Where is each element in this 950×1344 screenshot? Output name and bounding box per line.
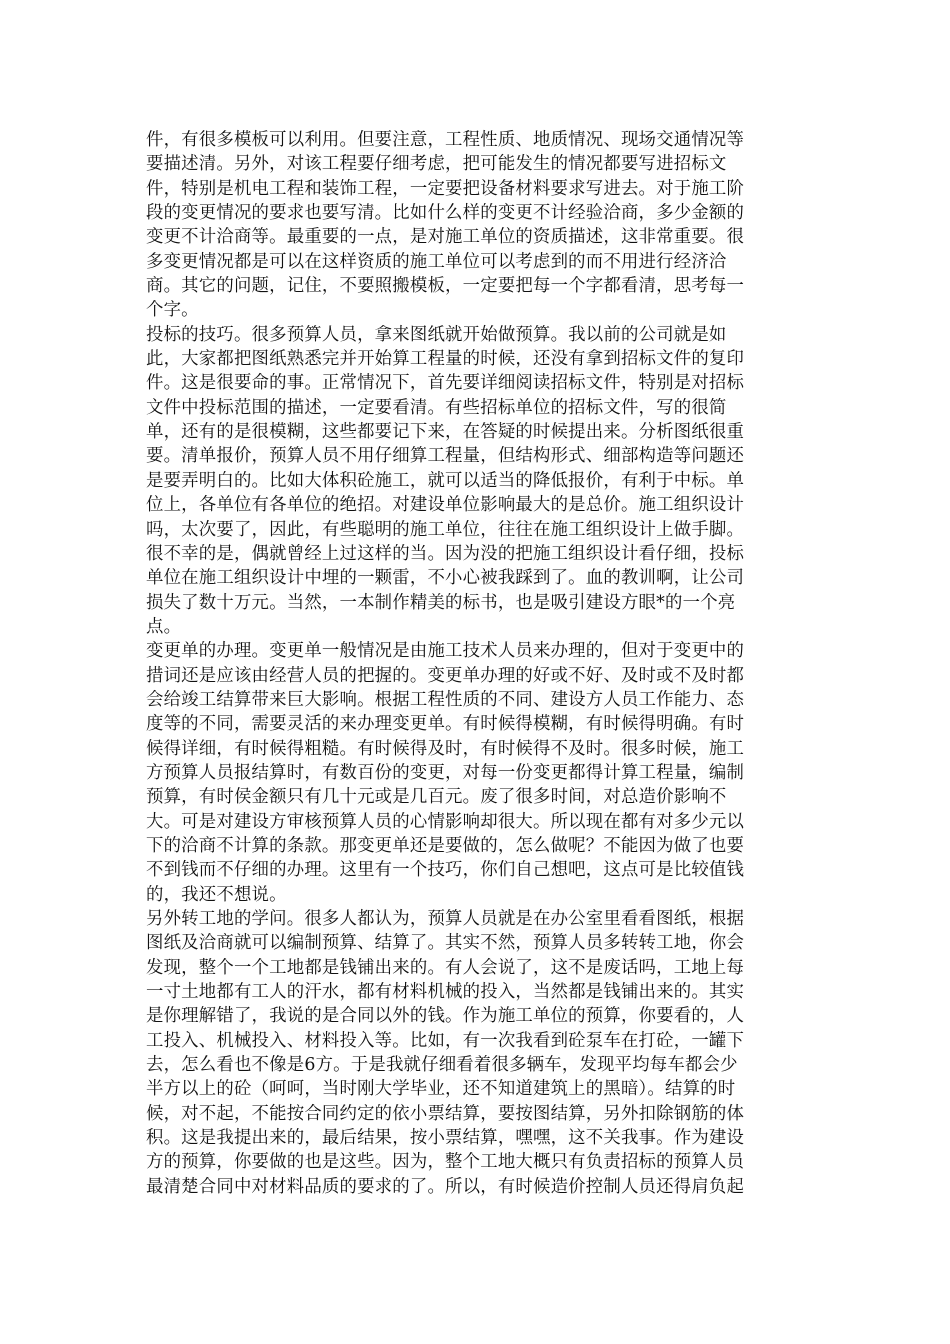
text-line: 损失了数十万元。当然，一本制作精美的标书，也是吸引建设方眼*的一个亮: [146, 592, 736, 613]
text-line: 预算，有时侯金额只有几十元或是几百元。废了很多时间，对总造价影响不: [146, 787, 727, 808]
text-line: 变更单的办理。变更单一般情况是由施工技术人员来办理的，但对于变更中的: [146, 641, 745, 662]
text-line: 投标的技巧。很多预算人员，拿来图纸就开始做预算。我以前的公司就是如: [146, 324, 727, 345]
text-line: 是你理解错了，我说的是合同以外的钱。作为施工单位的预算，你要看的，人: [146, 1006, 745, 1027]
text-line: 不到钱而不仔细的办理。这里有一个技巧，你们自己想吧，这点可是比较值钱: [146, 860, 745, 881]
text-line: 会给竣工结算带来巨大影响。根据工程性质的不同、建设方人员工作能力、态: [146, 689, 745, 710]
text-line: 去，怎么看也不像是6方。于是我就仔细看着很多辆车，发现平均每车都会少: [146, 1055, 738, 1076]
text-line: 位上，各单位有各单位的绝招。对建设单位影响最大的是总价。施工组织设计: [146, 495, 745, 516]
text-line: 文件中投标范围的描述，一定要看清。有些招标单位的招标文件，写的很简: [146, 397, 727, 418]
text-line: 措词还是应该由经营人员的把握的。变更单办理的好或不好、及时或不及时都: [146, 665, 745, 686]
text-line: 一寸土地都有工人的汗水，都有材料机械的投入，当然都是钱铺出来的。其实: [146, 982, 745, 1003]
text-line: 另外转工地的学问。很多人都认为，预算人员就是在办公室里看看图纸，根据: [146, 909, 745, 929]
text-line: 发现，整个一个工地都是钱铺出来的。有人会说了，这不是废话吗，工地上每: [146, 957, 745, 978]
text-line: 件，有很多模板可以利用。但要注意，工程性质、地质情况、现场交通情况等: [146, 130, 745, 150]
text-line: 变更不计洽商等。最重要的一点，是对施工单位的资质描述，这非常重要。很: [146, 227, 745, 248]
text-line: 图纸及洽商就可以编制预算、结算了。其实不然，预算人员多转转工地，你会: [146, 933, 745, 954]
text-line: 此，大家都把图纸熟悉完并开始算工程量的时候，还没有拿到招标文件的复印: [146, 349, 745, 370]
text-line: 点。: [146, 616, 182, 637]
text-line: 件，特别是机电工程和装饰工程，一定要把设备材料要求写进去。对于施工阶: [146, 178, 745, 199]
text-line: 下的洽商不计算的条款。那变更单还是要做的，怎么做呢？不能因为做了也要: [146, 835, 745, 856]
document-page: [146, 128, 806, 1199]
text-line: 很不幸的是，偶就曾经上过这样的当。因为没的把施工组织设计看仔细，投标: [146, 543, 745, 564]
text-line: 要描述清。另外，对该工程要仔细考虑，把可能发生的情况都要写进招标文: [146, 154, 727, 175]
text-line: 吗，太次要了，因此，有些聪明的施工单位，往往在施工组织设计上做手脚。: [146, 519, 745, 540]
text-line: 半方以上的砼（呵呵，当时刚大学毕业，还不知道建筑上的黑暗）。结算的时: [146, 1079, 736, 1100]
text-line: 的，我还不想说。: [146, 884, 287, 905]
text-line: 多变更情况都是可以在这样资质的施工单位可以考虑到的而不用进行经济洽: [146, 251, 727, 272]
text-line: 单位在施工组织设计中埋的一颗雷，不小心被我踩到了。血的教训啊，让公司: [146, 568, 745, 589]
text-line: 要。清单报价，预算人员不用仔细算工程量，但结构形式、细部构造等问题还: [146, 446, 745, 467]
text-line: 度等的不同，需要灵活的来办理变更单。有时候得模糊，有时候得明确。有时: [146, 714, 745, 735]
text-line: 积。这是我提出来的，最后结果，按小票结算，嘿嘿，这不关我事。作为建设: [146, 1128, 745, 1149]
text-line: 单，还有的是很模糊，这些都要记下来，在答疑的时候提出来。分析图纸很重: [146, 422, 745, 443]
text-line: 候得详细，有时候得粗糙。有时候得及时，有时候得不及时。很多时候，施工: [146, 738, 745, 759]
text-line: 件。这是很要命的事。正常情况下，首先要详细阅读招标文件，特别是对招标: [146, 373, 745, 394]
text-line: 候，对不起，不能按合同约定的依小票结算，要按图结算，另外扣除钢筋的体: [146, 1103, 745, 1124]
text-line: 工投入、机械投入、材料投入等。比如，有一次我看到砼泵车在打砼，一罐下: [146, 1030, 745, 1051]
text-line: 商。其它的问题，记住，不要照搬模板，一定要把每一个字都看清，思考每一: [146, 276, 745, 297]
text-line: 大。可是对建设方审核预算人员的心情影响却很大。所以现在都有对多少元以: [146, 811, 745, 832]
text-line: 个字。: [146, 300, 199, 321]
text-line: 最清楚合同中对材料品质的要求的了。所以，有时候造价控制人员还得肩负起: [146, 1176, 745, 1197]
text-line: 是要弄明白的。比如大体积砼施工，就可以适当的降低报价，有利于中标。单: [146, 470, 745, 491]
text-line: 方的预算，你要做的也是这些。因为，整个工地大概只有负责招标的预算人员: [146, 1152, 745, 1173]
text-line: 段的变更情况的要求也要写清。比如什么样的变更不计经验洽商，多少金额的: [146, 203, 745, 224]
text-line: 方预算人员报结算时，有数百份的变更，对每一份变更都得计算工程量，编制: [146, 762, 745, 783]
